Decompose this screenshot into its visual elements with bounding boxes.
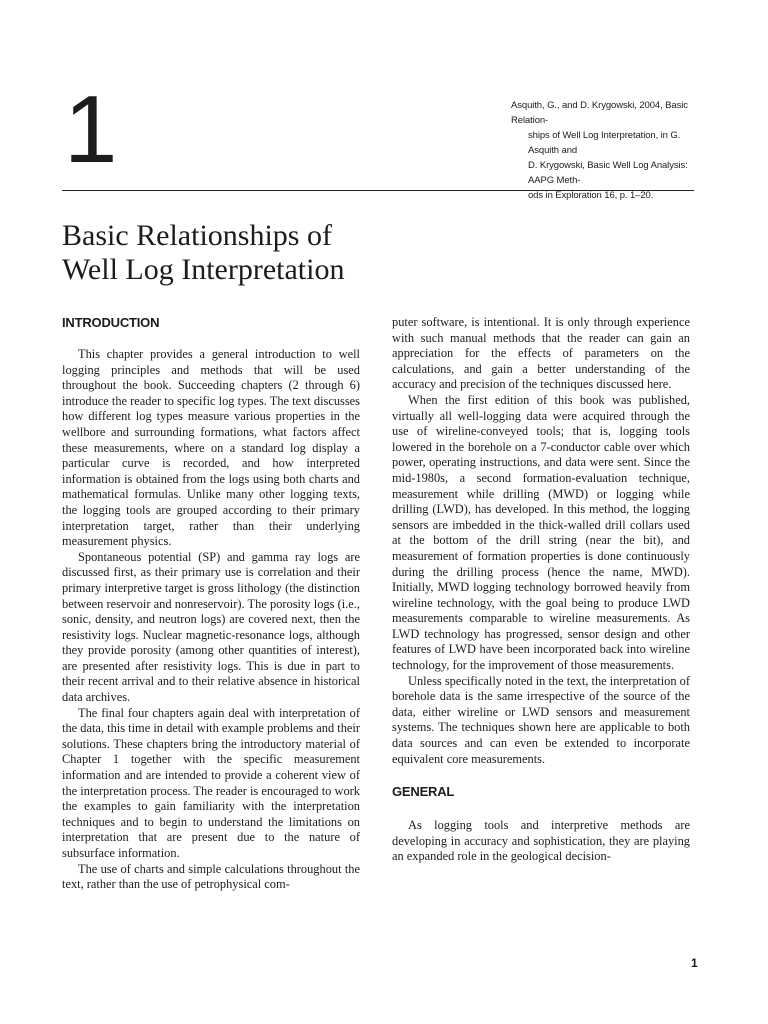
introduction-heading: INTRODUCTION <box>62 315 160 330</box>
body-paragraph: The use of charts and simple calculations throughout the text, rather than the use of petrophysical com- <box>62 861 360 892</box>
body-paragraph: puter software, is intentional. It is only through experience with such manual methods that the reader can gain an appreciation for the effects of parameters on the calculations, and gain a better understanding of the accuracy and precision of the techniques discussed here. <box>392 315 690 392</box>
body-paragraph: When the first edition of this book was published, virtually all well-logging data were acquired through the use of wireline-conveyed tools; that is, logging tools lowered in the borehole on a 7-conductor cable over which power, operating instructions, and data were sent. Since the mid-1980s, a second formation-evaluation technique, measurement while drilling (MWD) or logging while drilling (LWD), has developed. In this method, the logging sensors are imbedded in the thick-walled drill collars used at the bottom of the drill string (near the bit), and measurement of formation properties is done continuously during the drilling process (hence the name, MWD). Initially, MWD logging technology borrowed heavily from wireline technology, with the goal being to produce LWD measurements comparable to wireline measurements. As LWD technology has progressed, sensor design and other features of LWD have been incorporated back into wireline technology, for the improvement of those measurements. <box>392 392 690 673</box>
page-number: 1 <box>691 956 698 970</box>
citation-line: ods in Exploration 16, p. 1–20. <box>528 190 654 201</box>
body-paragraph: Spontaneous potential (SP) and gamma ray logs are discussed first, as their primary use is correlation and their primary interpretive target is gross lithology (the distinction between reservoir and nonreservoir). The porosity logs (i.e., sonic, density, and neutron logs) are covered next, then the resistivity logs. Nuclear magnetic-resonance logs, although they provide porosity (among other quantities of interest), are presented after resistivity logs. This is due in part to their recent arrival and to their relative absence in historical data archives. <box>62 549 360 705</box>
right-column <box>392 315 690 865</box>
body-paragraph: This chapter provides a general introduction to well logging principles and methods that will be used throughout the book. Succeeding chapters (2 through 6) introduce the reader to specific log types. The text discusses how different log types measure various properties in the wellbore and surrounding formations, what factors affect these measurements, where on a standard log display a particular curve is recorded, and how interpreted information is obtained from the logs using both charts and mathematical formulas. Unlike many other logging texts, the logging tools are grouped according to their primary interpretation target, rather than their underlying measurement physics. <box>62 347 360 549</box>
chapter-title-line: Basic Relationships of <box>62 219 332 252</box>
body-paragraph: Unless specifically noted in the text, the interpretation of borehole data is the same irrespective of the source of the data, either wireline or LWD sensors and measurement systems. The techniques shown here are applicable to both data sources and can even be extended to incorporate equivalent core measurements. <box>392 673 690 766</box>
chapter-title <box>62 219 482 287</box>
general-heading: GENERAL <box>392 784 455 800</box>
chapter-title-line: Well Log Interpretation <box>62 253 345 286</box>
left-column <box>62 315 360 893</box>
citation-line: Asquith, G., and D. Krygowski, 2004, Basic Relation- <box>511 100 688 126</box>
body-paragraph: The final four chapters again deal with interpretation of the data, this time in detail with example problems and their solutions. These chapters bring the introductory material of Chapter 1 together with the specific measurement information and are intended to provide a coherent view of the interpretation process. The reader is encouraged to work the examples to gain familiarity with the interpretation techniques and to begin to understand the limitations on interpretation that are present due to the nature of subsurface information. <box>62 705 360 860</box>
body-paragraph: As logging tools and interpretive methods are developing in accuracy and sophistication, they are playing an expanded role in the geological decision- <box>392 818 690 864</box>
citation-block <box>511 98 695 203</box>
header-rule <box>62 190 694 191</box>
citation-line: D. Krygowski, Basic Well Log Analysis: AAPG Meth- <box>528 160 688 186</box>
chapter-number: 1 <box>64 76 116 183</box>
citation-line: ships of Well Log Interpretation, in G. Asquith and <box>528 130 681 156</box>
